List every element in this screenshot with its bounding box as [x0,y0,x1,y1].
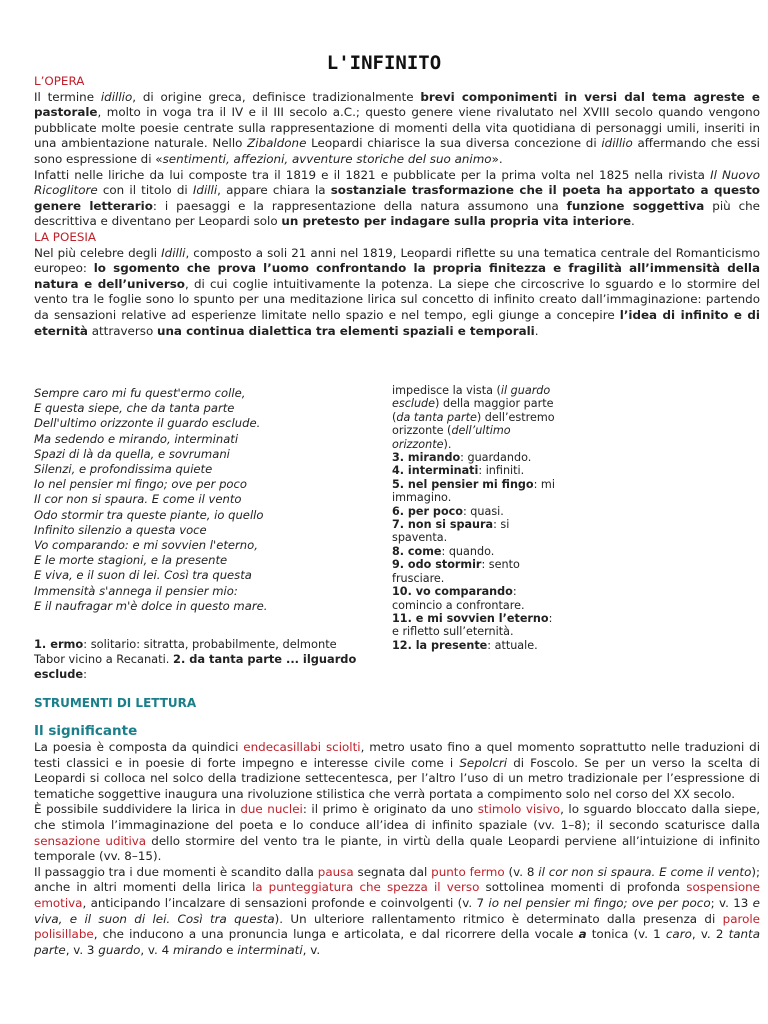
text-run: e [222,942,238,957]
text-run: , v. 2 [691,927,729,942]
note-definition: : quando. [441,544,495,558]
note-definition: : mi immagino. [392,477,555,505]
italic-term: idillio [601,136,633,151]
italic-quote: e viva, e il suon di lei. Così tra questa [34,895,760,926]
text-run: , di cui coglie intuitivamente la potenza. La siepe che circoscrive lo sguardo e lo stormire del vento tra le foglie sono lo spunto per una meditazione lirica sul concetto di infinito creato dall’immaginazione: partendo da sensazioni relative ad esperienze limitate nello spazio e nel tempo, egli giunge a concepire [34,276,760,322]
highlight-term: due nuclei [240,802,303,817]
text-run: , appare chiara la [217,183,331,198]
text-run: ). Un ulteriore rallentamento ritmico è determinato dalla presenza di [274,911,723,926]
text-run: ) della maggior parte ( [392,397,554,424]
italic-term: Zibaldone [247,136,307,151]
poem-line: Odo stormir tra queste piante, io quello [34,507,264,522]
text-run: , molto in voga tra il IV e il III secolo a.C.; questo genere viene rivalutato nel XVIII secolo quando vengono pubblicate molte poesie centrate sulla rappresentazione di momenti della vita quotidiana di personaggi umili, inseriti in una ambientazione naturale. Nello [34,105,760,151]
note-item [392,478,562,505]
text-run: Il termine [34,89,101,104]
note-term: 8. come [392,544,442,558]
italic-term: Idilli [192,183,218,198]
note-term: 3. mirando [392,451,461,465]
note-term: 4. interminati [392,464,479,478]
note-definition: : quasi. [462,504,504,518]
note-item [392,545,562,558]
italic-quote: caro [665,927,692,942]
note-item [392,464,562,477]
text-run: . [631,214,635,229]
text-run: , lo sguardo bloccato dalla siepe, che stimola l’immaginazione del poeta e lo conduce all’idea di infinito spaziale (vv. 1–8); il secondo scaturisce dalla [34,802,761,832]
text-run: , anticipando l’incalzare di sensazioni profonde e coinvolgenti (v. 7 [82,895,489,910]
text-run: , v. [302,942,321,957]
note-item [392,585,562,612]
note-term: 6. per poco [392,504,463,518]
bold-phrase: funzione soggettiva [566,198,705,213]
highlight-term: punto fermo [431,864,505,879]
text-run: La poesia è composta da quindici [34,740,244,754]
highlight-term: parole polisillabe [34,911,760,942]
text-run: più che descrittiva e diventano per Leopardi solo [34,198,760,229]
note-term: 7. non si spaura [392,518,494,532]
note-term: 11. e mi sovvien l’eterno [392,611,549,625]
text-run: , composto a soli 21 anni nel 1819, Leopardi riflette su una tematica centrale del Romanticismo europeo: [34,245,760,276]
note-term: 10. vo comparando [392,585,513,599]
bold-phrase: brevi componimenti in versi dal tema agreste e pastorale [34,89,760,120]
bold-phrase: sostanziale trasformazione che il poeta ha apportato a questo genere letterario [34,183,760,213]
text-run: ) dell’estremo orizzonte ( [392,410,555,438]
section-heading-poesia: LA POESIA [34,229,97,244]
text-run: ». [491,151,503,166]
text-run: , di origine greca, definisce tradizionalmente [132,89,421,104]
significante-paragraph-3 [34,865,760,959]
text-run: . [534,323,539,338]
italic-quote: interminati [237,942,303,957]
footnotes-left [34,637,364,683]
opera-paragraph-1 [34,90,760,168]
text-run: affermando che essi sono espressione di « [34,136,760,166]
note-term: 5. nel pensier mi fingo [392,477,534,491]
note-term: 9. odo stormir [392,558,482,572]
note-item [392,505,562,518]
italic-quote: guardo [98,942,141,957]
italic-term: Idilli [161,245,186,260]
significante-paragraph-2 [34,802,760,864]
poem-line: Infinito silenzio a questa voce [34,522,207,537]
note-item [392,612,562,639]
highlight-term: stimolo visivo [477,802,561,817]
poem-line: E il naufragar m'è dolce in questo mare. [34,598,268,613]
note-item [392,639,562,652]
poem-line: Dell'ultimo orizzonte il guardo esclude. [34,416,261,431]
poem-line: Vo comparando: e mi sovvien l'eterno, [34,538,258,553]
note-definition: : si spaventa. [392,518,510,545]
highlight-term: la punteggiatura che spezza il verso [251,880,480,895]
bold-phrase: una continua dialettica tra elementi spaziali e temporali [157,323,535,338]
section-opera [34,74,760,339]
italic-term: dell’ultimo orizzonte [392,424,511,451]
italic-term: il guardo esclude [392,384,551,411]
text-run: sottolinea momenti di profonda [479,880,687,895]
text-run: , v. 4 [140,942,173,957]
bold-phrase: lo sgomento che prova l’uomo confrontando la propria finitezza e fragilità all’immensità della natura e dell’universo [34,261,760,291]
poem-line: E viva, e il suon di lei. Così tra questa [34,568,252,583]
text-run: con il titolo di [97,183,193,198]
poem-text [34,386,364,614]
text-run: attraverso [87,323,157,338]
bold-phrase: l’idea di infinito e di eternità [34,307,760,338]
poem-line: Il cor non si spaura. E come il vento [34,492,242,507]
text-run: di Foscolo. Se per un verso la scelta di Leopardi si colloca nel solco della tradizione settecentesca, per l’altro l’uso di un metro tradizionale per l’espressione di tematiche soggettive inaugura una rivoluzione stilistica che verrà portata a compimento solo nel corso del XX secolo. [34,755,760,801]
italic-term: Il Nuovo Ricoglitore [34,167,761,198]
note-term: 1. ermo [34,637,84,651]
text-run: , metro usato fino a quel momento soprattutto nelle traduzioni di testi classici e in poesie di forte impegno e interesse civile come i [34,740,761,770]
section-significante [34,740,760,958]
poem-line: Io nel pensier mi fingo; ove per poco [34,477,247,492]
note-term: 2. da tanta parte ... ilguardo esclude [34,652,357,682]
italic-term: idillio [100,89,133,104]
note-item [392,518,562,545]
italic-term: Sepolcri [459,755,508,770]
text-run: Leopardi chiarisce la sua diversa concezione di [306,136,602,151]
note-item [392,558,562,585]
text-run: Infatti nelle liriche da lui composte tra il 1819 e il 1821 e pubblicate per la prima volta nel 1825 nella rivista [34,167,711,182]
highlight-term: sospensione emotiva [34,880,760,910]
note-continuation [392,384,562,451]
footnotes-right [392,384,562,652]
text-run: impedisce la vista ( [392,384,501,397]
section-heading-opera: L’OPERA [34,74,85,88]
page-title: L'INFINITO [326,52,442,74]
italic-quote: tanta parte [34,927,760,957]
poem-line: Ma sedendo e mirando, interminati [34,431,239,446]
italic-quote: il cor non si spaura. E come il vento [538,864,752,879]
note-term: 12. la presente [392,638,488,652]
text-run: (v. 8 [504,864,539,879]
note-definition: : e rifletto sull’eternità. [392,611,553,639]
poem-line: Immensità s'annega il pensier mio: [34,583,238,598]
highlight-term: sensazione uditiva [34,833,147,848]
section-heading-strumenti: STRUMENTI DI LETTURA [34,696,197,710]
note-definition: : guardando. [460,451,532,465]
note-definition: : sento frusciare. [392,558,520,585]
poesia-paragraph-1 [34,246,760,340]
highlight-term: endecasillabi sciolti [243,740,361,754]
significante-paragraph-1 [34,740,760,802]
text-run: : i paesaggi e la rappresentazione della natura assumono una [152,198,567,213]
italic-quote: sentimenti, affezioni, avventure storiche del suo animo [162,151,492,166]
text-run: ); anche in altri momenti della lirica [34,864,761,895]
poem-line: Sempre caro mi fu quest'ermo colle, [34,386,246,400]
subsection-heading-significante: Il significante [34,723,138,739]
poem-line: E le morte stagioni, e la presente [34,553,228,568]
text-run: È possibile suddividere la lirica in [34,802,241,817]
text-run: : il primo è originato da uno [302,802,478,817]
text-run: segnata dal [353,864,432,879]
vowel-emphasis: a [578,927,587,942]
italic-quote: mirando [172,942,223,957]
text-run: ). [443,437,452,451]
text-run: , che inducono a una pronuncia lunga e articolata, e dal ricorrere della vocale [93,927,579,942]
italic-quote: io nel pensier mi fingo; ove per poco [488,895,711,910]
text-run: Nel più celebre degli [34,245,162,260]
poem-line: Silenzi, e profondissima quiete [34,462,213,477]
highlight-term: pausa [317,864,354,879]
note-item [392,451,562,464]
poem-line: Spazi di là da quella, e sovrumani [34,446,230,461]
text-run: tonica (v. 1 [586,927,666,942]
note-definition: : solitario: sitratta, probabilmente, delmonte Tabor vicino a Recanati. [34,637,337,667]
note-definition: : attuale. [487,638,538,652]
opera-paragraph-2 [34,168,760,230]
note-definition: : comincio a confrontare. [392,585,525,612]
note-definition: : [83,667,87,682]
italic-term: da tanta parte [396,410,477,424]
text-run: dello stormire del vento tra le piante, in virtù della quale Leopardi perviene all’intuizione di infinito temporale (vv. 8–15). [34,833,761,864]
text-run: , v. 3 [65,942,99,957]
note-definition: : infiniti. [478,464,525,478]
text-run: Il passaggio tra i due momenti è scandito dalla [34,864,318,879]
poem-line: E questa siepe, che da tanta parte [34,401,235,416]
bold-phrase: un pretesto per indagare sulla propria vita interiore [281,214,632,229]
text-run: ; v. 13 [710,895,753,910]
